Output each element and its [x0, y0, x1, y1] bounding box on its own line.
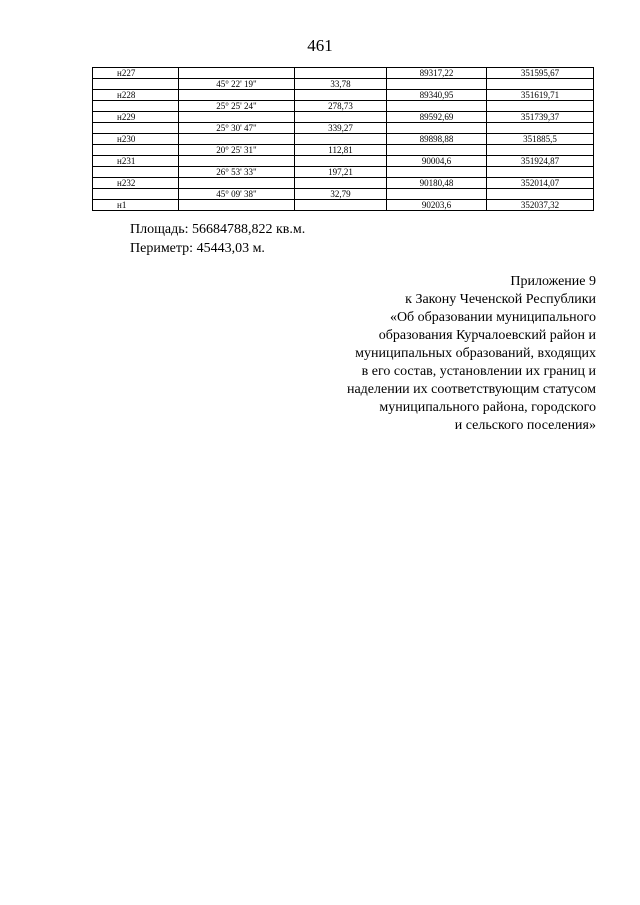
- angle-cell: [179, 178, 295, 189]
- appendix-line: к Закону Чеченской Республики: [405, 292, 596, 307]
- table-row: [93, 156, 594, 167]
- point-cell: [93, 123, 179, 134]
- angle-cell: 20° 25' 31": [179, 145, 295, 156]
- table-row: [93, 101, 594, 112]
- appendix-line: наделении их соответствующим статусом: [346, 382, 596, 397]
- coordinates-table-body: [93, 68, 594, 211]
- angle-cell: 45° 09' 38": [179, 189, 295, 200]
- table-row: [93, 68, 594, 79]
- distance-cell: [295, 134, 387, 145]
- point-cell: н231: [93, 156, 179, 167]
- table-row: [93, 79, 594, 90]
- point-cell: н230: [93, 134, 179, 145]
- angle-cell: [179, 200, 295, 211]
- distance-cell: 278,73: [295, 101, 387, 112]
- y-coordinate-cell: 351885,5: [487, 134, 594, 145]
- appendix-line: муниципальных образований, входящих: [355, 346, 596, 361]
- x-coordinate-cell: 89340,95: [387, 90, 487, 101]
- table-row: [93, 167, 594, 178]
- x-coordinate-cell: [387, 189, 487, 200]
- point-cell: [93, 167, 179, 178]
- point-cell: н227: [93, 68, 179, 79]
- x-coordinate-cell: [387, 145, 487, 156]
- angle-cell: 25° 25' 24": [179, 101, 295, 112]
- y-coordinate-cell: [487, 145, 594, 156]
- angle-cell: [179, 134, 295, 145]
- angle-cell: 45° 22' 19": [179, 79, 295, 90]
- appendix-line: Приложение 9: [510, 274, 596, 289]
- y-coordinate-cell: 351924,87: [487, 156, 594, 167]
- y-coordinate-cell: [487, 167, 594, 178]
- page-number: 461: [307, 36, 333, 55]
- table-row: [93, 145, 594, 156]
- y-coordinate-cell: [487, 123, 594, 134]
- point-cell: н229: [93, 112, 179, 123]
- angle-cell: [179, 156, 295, 167]
- distance-cell: 339,27: [295, 123, 387, 134]
- point-cell: [93, 189, 179, 200]
- table-row: [93, 112, 594, 123]
- distance-cell: 197,21: [295, 167, 387, 178]
- appendix-line: в его состав, установлении их границ и: [361, 364, 596, 379]
- distance-cell: [295, 68, 387, 79]
- point-cell: н232: [93, 178, 179, 189]
- table-row: [93, 200, 594, 211]
- distance-cell: [295, 178, 387, 189]
- angle-cell: [179, 68, 295, 79]
- y-coordinate-cell: 351619,71: [487, 90, 594, 101]
- y-coordinate-cell: 351739,37: [487, 112, 594, 123]
- point-cell: н1: [93, 200, 179, 211]
- x-coordinate-cell: 90004,6: [387, 156, 487, 167]
- distance-cell: 33,78: [295, 79, 387, 90]
- table-row: [93, 178, 594, 189]
- angle-cell: 25° 30' 47": [179, 123, 295, 134]
- point-cell: [93, 79, 179, 90]
- point-cell: [93, 145, 179, 156]
- x-coordinate-cell: 90180,48: [387, 178, 487, 189]
- x-coordinate-cell: [387, 123, 487, 134]
- appendix-heading: [266, 273, 596, 435]
- x-coordinate-cell: 89317,22: [387, 68, 487, 79]
- distance-cell: [295, 200, 387, 211]
- y-coordinate-cell: [487, 79, 594, 90]
- coordinates-table: [92, 67, 594, 211]
- point-cell: [93, 101, 179, 112]
- appendix-line: образования Курчалоевский район и: [378, 328, 596, 343]
- angle-cell: [179, 90, 295, 101]
- x-coordinate-cell: [387, 79, 487, 90]
- appendix-line: «Об образовании муниципального: [389, 310, 596, 325]
- distance-cell: 112,81: [295, 145, 387, 156]
- area-text: Площадь: 56684788,822 кв.м.: [130, 222, 306, 237]
- table-row: [93, 123, 594, 134]
- y-coordinate-cell: 352014,07: [487, 178, 594, 189]
- point-cell: н228: [93, 90, 179, 101]
- angle-cell: [179, 112, 295, 123]
- distance-cell: [295, 156, 387, 167]
- distance-cell: [295, 90, 387, 101]
- x-coordinate-cell: [387, 101, 487, 112]
- y-coordinate-cell: [487, 189, 594, 200]
- distance-cell: [295, 112, 387, 123]
- x-coordinate-cell: 89898,88: [387, 134, 487, 145]
- perimeter-text: Периметр: 45443,03 м.: [130, 241, 265, 256]
- table-row: [93, 189, 594, 200]
- x-coordinate-cell: [387, 167, 487, 178]
- distance-cell: 32,79: [295, 189, 387, 200]
- y-coordinate-cell: 351595,67: [487, 68, 594, 79]
- angle-cell: 26° 53' 33": [179, 167, 295, 178]
- table-row: [93, 134, 594, 145]
- y-coordinate-cell: [487, 101, 594, 112]
- x-coordinate-cell: 90203,6: [387, 200, 487, 211]
- appendix-line: муниципального района, городского: [379, 400, 596, 415]
- y-coordinate-cell: 352037,32: [487, 200, 594, 211]
- table-row: [93, 90, 594, 101]
- x-coordinate-cell: 89592,69: [387, 112, 487, 123]
- appendix-line: и сельского поселения»: [454, 418, 596, 433]
